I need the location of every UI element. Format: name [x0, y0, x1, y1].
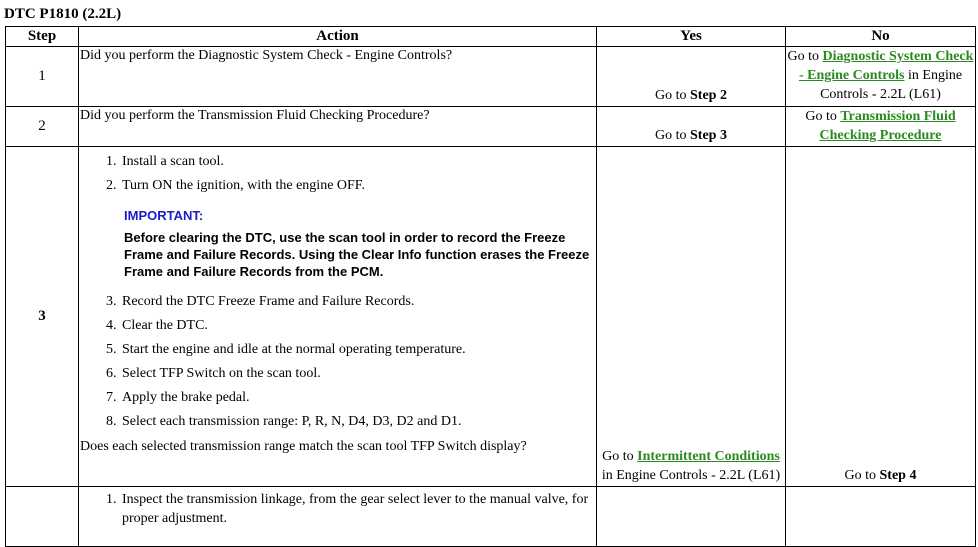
- question-text: Does each selected transmission range match the scan tool TFP Switch display?: [80, 439, 527, 454]
- list-item: 7. Apply the brake pedal.: [120, 386, 595, 410]
- transmission-fluid-checking-link[interactable]: Transmission Fluid Checking Procedure: [819, 109, 956, 143]
- question-text: Did you perform the Transmission Fluid Checking Procedure?: [80, 108, 430, 123]
- no-cell: Go to Transmission Fluid Checking Procedure: [786, 107, 976, 147]
- step-number: 1: [6, 47, 79, 107]
- action-cell: [79, 47, 597, 107]
- go-to-step-3: Step 3: [690, 128, 727, 143]
- instruction-list: [80, 490, 595, 528]
- step-number: 2: [6, 107, 79, 147]
- list-item: 3. Record the DTC Freeze Frame and Failure Records.: [120, 290, 595, 314]
- action-cell: [79, 487, 597, 547]
- question-text: Did you perform the Diagnostic System Check - Engine Controls?: [80, 48, 453, 63]
- go-to-step-4: Step 4: [879, 468, 917, 483]
- important-text: Before clearing the DTC, use the scan tool in order to record the Freeze Frame and Failure Records. Using the Clear Info function erases the Freeze Frame and Failure Records from the PCM.: [124, 230, 590, 279]
- step-number: [6, 487, 79, 547]
- list-item: 1. Inspect the transmission linkage, from the gear select lever to the manual valve, for proper adjustment.: [120, 490, 595, 528]
- list-item: 6. Select TFP Switch on the scan tool.: [120, 362, 595, 386]
- list-item: 4. Clear the DTC.: [120, 314, 595, 338]
- list-item: 1. Install a scan tool.: [120, 150, 595, 174]
- yes-cell: Go to Step 3: [597, 107, 786, 147]
- diagnostic-table: [5, 26, 976, 547]
- table-row: [6, 107, 976, 147]
- action-cell: [79, 107, 597, 147]
- table-row: [6, 487, 976, 547]
- no-cell: [786, 487, 976, 547]
- go-to-step-2: Step 2: [690, 88, 727, 103]
- yes-cell: Go to Step 2: [597, 47, 786, 107]
- intermittent-conditions-link[interactable]: Intermittent Conditions: [637, 449, 780, 464]
- no-cell: Go to Step 4: [786, 147, 976, 487]
- table-row: [6, 47, 976, 107]
- header-row: [6, 27, 976, 47]
- instruction-list: [80, 290, 595, 434]
- yes-cell: [597, 487, 786, 547]
- page-title: DTC P1810 (2.2L): [4, 6, 122, 22]
- step-number: 3: [6, 147, 79, 487]
- important-label: IMPORTANT:: [124, 208, 204, 223]
- table-row: [6, 147, 976, 487]
- list-item: 8. Select each transmission range: P, R, N, D4, D3, D2 and D1.: [120, 410, 595, 434]
- header-action: Action: [79, 27, 597, 47]
- list-item: 2. Turn ON the ignition, with the engine OFF.: [120, 174, 595, 198]
- header-no: No: [786, 27, 976, 47]
- yes-cell: Go to Intermittent Conditions in Engine Controls - 2.2L (L61): [597, 147, 786, 487]
- action-cell: [79, 147, 597, 487]
- instruction-list: [80, 150, 595, 198]
- diagnostic-system-check-link[interactable]: Diagnostic System Check - Engine Controls: [798, 49, 974, 83]
- list-item: 5. Start the engine and idle at the normal operating temperature.: [120, 338, 595, 362]
- header-step: Step: [6, 27, 79, 47]
- header-yes: Yes: [597, 27, 786, 47]
- no-cell: Go to Diagnostic System Check - Engine Controls in Engine Controls - 2.2L (L61): [786, 47, 976, 107]
